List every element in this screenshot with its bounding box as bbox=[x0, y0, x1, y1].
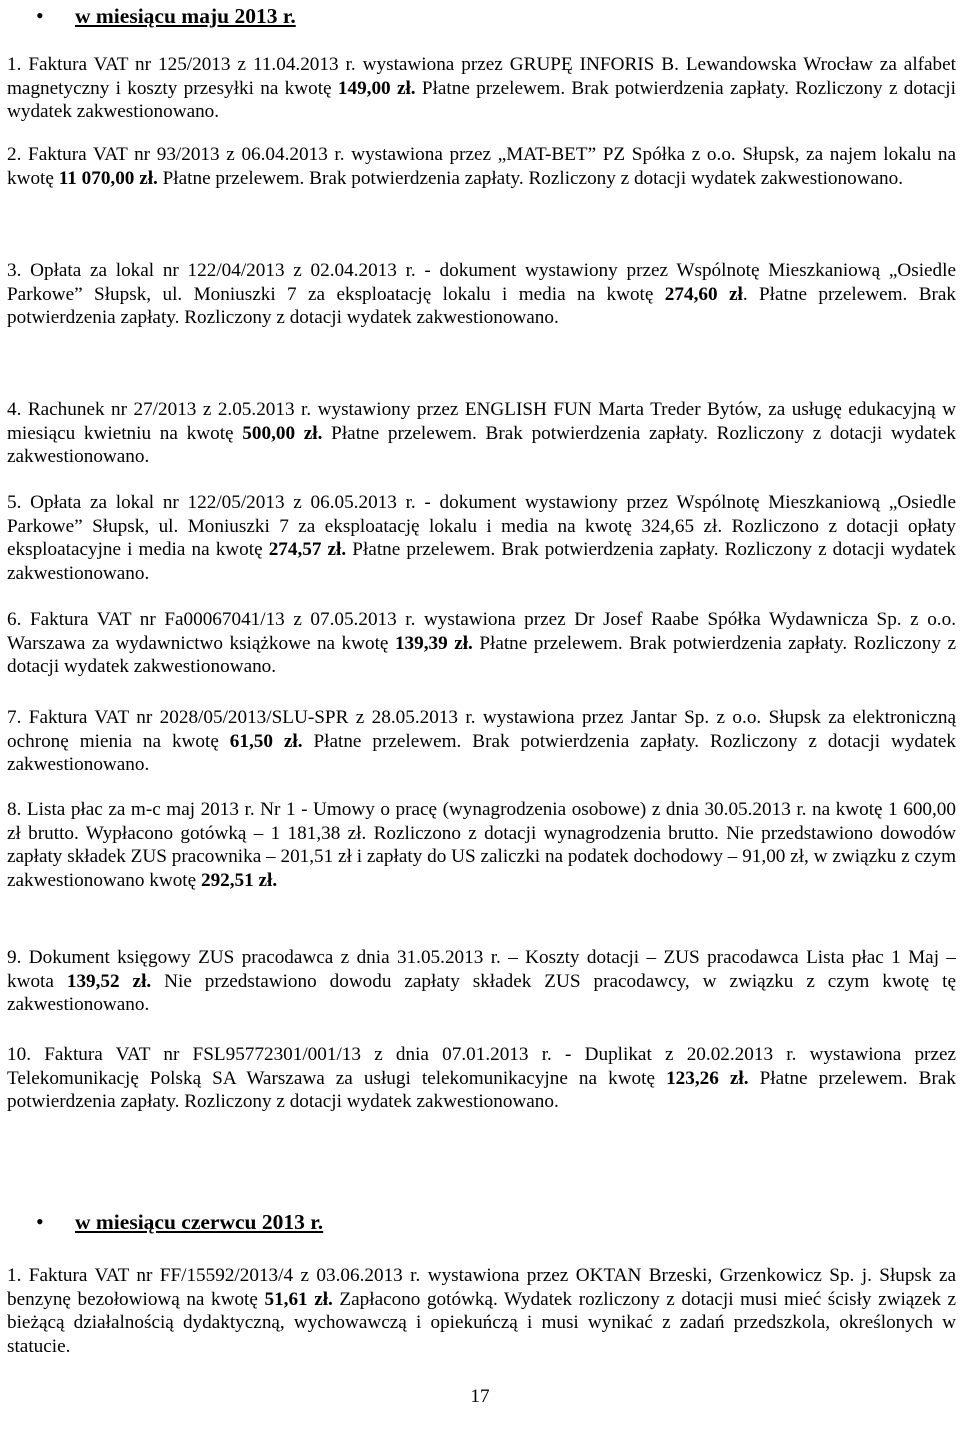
item-text: Płatne przelewem. Brak potwierdzenia zapłaty. Rozliczony z dotacji wydatek zakwestionowano. bbox=[7, 422, 956, 468]
list-item bbox=[7, 946, 956, 1017]
list-item bbox=[7, 798, 956, 892]
amount-text: 500,00 zł. bbox=[242, 422, 323, 444]
amount-text: 51,61 zł. bbox=[264, 1288, 333, 1310]
list-item bbox=[7, 259, 956, 330]
page-number: 17 bbox=[470, 1386, 490, 1407]
item-text: 9. Dokument księgowy ZUS pracodawca z dnia 31.05.2013 r. – Koszty dotacji – ZUS pracodawca Lista płac 1 Maj – kwota bbox=[7, 947, 956, 992]
item-text: Płatne przelewem. Brak potwierdzenia zapłaty. Rozliczony z dotacji wydatek zakwestionowano. bbox=[7, 1067, 956, 1113]
list-item bbox=[7, 608, 956, 679]
item-text: Nie przedstawiono dowodu zapłaty składek ZUS pracodawcy, w związku z czym kwotę tę zakwestionowano. bbox=[7, 970, 956, 1016]
item-text: 2. Faktura VAT nr 93/2013 z 06.04.2013 r. wystawiona przez „MAT-BET” PZ Spółka z o.o. Słupsk, za najem lokalu na kwotę bbox=[7, 144, 956, 189]
item-text: . Płatne przelewem. Brak potwierdzenia zapłaty. Rozliczony z dotacji wydatek zakwestionowano. bbox=[7, 283, 956, 329]
section-heading-june bbox=[0, 1208, 960, 1238]
item-text: Zapłacono gotówką. Wydatek rozliczony z dotacji musi mieć ścisły związek z bieżącą działalnością dydaktyczną, wychowawczą i opiekuńczą i musi wynikać z zadań przedszkola, określonych w statucie. bbox=[7, 1288, 956, 1357]
amount-text: 274,57 zł. bbox=[268, 539, 347, 561]
item-text: Płatne przelewem. Brak potwierdzenia zapłaty. Rozliczony z dotacji wydatek zakwestionowano. bbox=[7, 632, 956, 678]
amount-text: 11 070,00 zł. bbox=[58, 167, 158, 189]
list-item bbox=[7, 706, 956, 777]
list-item bbox=[7, 491, 956, 585]
amount-text: 274,60 zł bbox=[664, 283, 743, 305]
item-text: 5. Opłata za lokal nr 122/05/2013 z 06.05.2013 r. - dokument wystawiony przez Wspólnotę Mieszkaniową „Osiedle Parkowe” Słupsk, ul. Moniuszki 7 za eksploatację lokalu i media na kwotę 324,65 zł. Rozliczono z dotacji opłaty eksploatacyjne i media na kwotę bbox=[7, 492, 956, 561]
list-item bbox=[7, 53, 956, 124]
bullet-icon: • bbox=[36, 1209, 44, 1234]
item-text: 10. Faktura VAT nr FSL95772301/001/13 z dnia 07.01.2013 r. - Duplikat z 20.02.2013 r. wystawiona przez Telekomunikację Polską SA Warszawa za usługi telekomunikacyjne na kwotę bbox=[7, 1044, 956, 1089]
amount-text: 61,50 zł. bbox=[229, 730, 303, 752]
amount-text: 123,26 zł. bbox=[666, 1067, 749, 1089]
bullet-icon: • bbox=[36, 3, 44, 28]
amount-text: 149,00 zł. bbox=[337, 77, 416, 99]
item-text: Płatne przelewem. Brak potwierdzenia zapłaty. Rozliczony z dotacji wydatek zakwestionowano. bbox=[7, 77, 956, 123]
amount-text: 139,52 zł. bbox=[66, 970, 152, 992]
section-title: w miesiącu czerwcu 2013 r. bbox=[75, 1210, 324, 1234]
list-item bbox=[7, 398, 956, 469]
list-item bbox=[7, 1043, 956, 1114]
list-item bbox=[7, 143, 956, 190]
amount-text: 139,39 zł. bbox=[394, 632, 473, 654]
item-text: Płatne przelewem. Brak potwierdzenia zapłaty. Rozliczony z dotacji wydatek zakwestionowano. bbox=[7, 730, 956, 776]
list-item bbox=[7, 1264, 956, 1358]
item-text: 1. Faktura VAT nr 125/2013 z 11.04.2013 r. wystawiona przez GRUPĘ INFORIS B. Lewandowska Wrocław za alfabet magnetyczny i koszty przesyłki na kwotę bbox=[7, 54, 956, 99]
amount-text: 292,51 zł. bbox=[200, 869, 278, 891]
item-text: 3. Opłata za lokal nr 122/04/2013 z 02.04.2013 r. - dokument wystawiony przez Wspólnotę Mieszkaniową „Osiedle Parkowe” Słupsk, ul. Moniuszki 7 za eksploatację lokalu i media na kwotę bbox=[7, 260, 956, 305]
item-text: 7. Faktura VAT nr 2028/05/2013/SLU-SPR z 28.05.2013 r. wystawiona przez Jantar Sp. z o.o. Słupsk za elektroniczną ochronę mienia na kwotę bbox=[7, 707, 956, 752]
section-title: w miesiącu maju 2013 r. bbox=[75, 4, 296, 28]
item-text: 8. Lista płac za m-c maj 2013 r. Nr 1 - Umowy o pracę (wynagrodzenia osobowe) z dnia 30.05.2013 r. na kwotę 1 600,00 zł brutto. Wypłacono gotówką – 1 181,38 zł. Rozliczono z dotacji wynagrodzenia brutto. Nie przedstawiono dowodów zapłaty składek ZUS pracownika – 201,51 zł i zapłaty do US zaliczki na podatek dochodowy – 91,00 zł, w związku z czym zakwestionowano kwotę bbox=[7, 799, 956, 891]
item-text: Płatne przelewem. Brak potwierdzenia zapłaty. Rozliczony z dotacji wydatek zakwestionowano. bbox=[157, 167, 904, 189]
item-text: 6. Faktura VAT nr Fa00067041/13 z 07.05.2013 r. wystawiona przez Dr Josef Raabe Spółka Wydawnicza Sp. z o.o. Warszawa za wydawnictwo książkowe na kwotę bbox=[7, 609, 956, 654]
item-text: 4. Rachunek nr 27/2013 z 2.05.2013 r. wystawiony przez ENGLISH FUN Marta Treder Bytów, za usługę edukacyjną w miesiącu kwietniu na kwotę bbox=[7, 399, 956, 444]
item-text: Płatne przelewem. Brak potwierdzenia zapłaty. Rozliczony z dotacji wydatek zakwestionowano. bbox=[7, 539, 956, 584]
item-text: 1. Faktura VAT nr FF/15592/2013/4 z 03.06.2013 r. wystawiona przez OKTAN Brzeski, Grzenkowicz Sp. j. Słupsk za benzynę bezołowiową na kwotę bbox=[7, 1265, 956, 1310]
section-heading-may bbox=[0, 2, 960, 32]
